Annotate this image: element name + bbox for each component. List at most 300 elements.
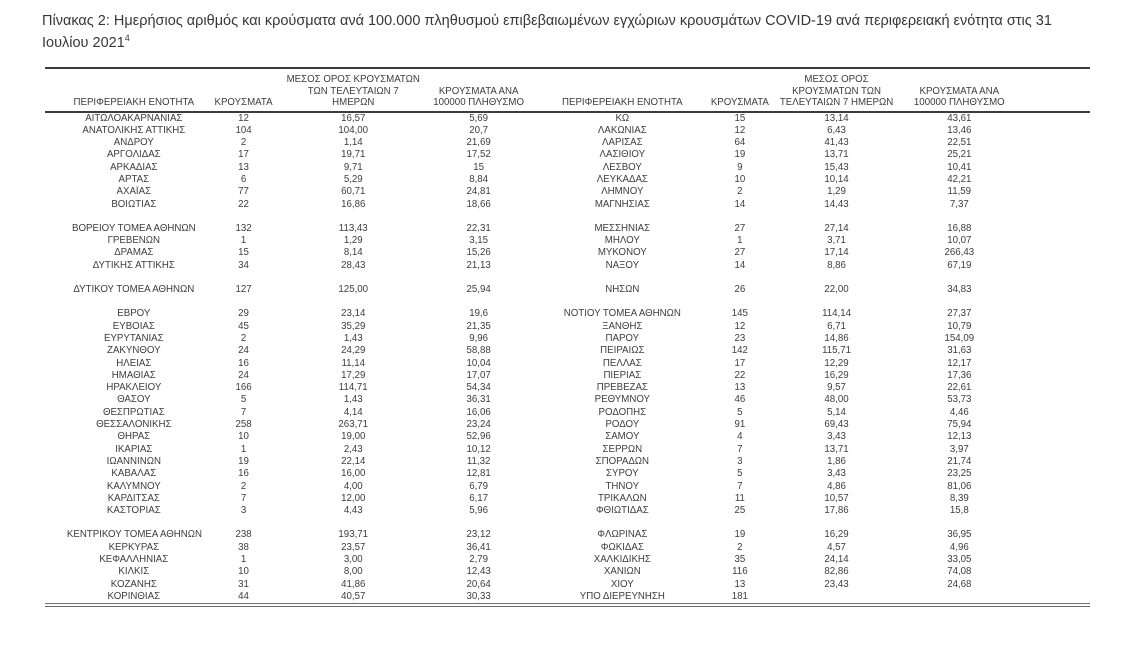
cases-value: 19 xyxy=(734,529,746,541)
avg7-value: 4,43 xyxy=(343,505,363,517)
region-name: ΜΥΚΟΝΟΥ xyxy=(597,247,647,259)
per100k-value: 54,34 xyxy=(466,382,491,394)
per100k-value: 67,19 xyxy=(947,259,972,271)
cases-value: 11 xyxy=(734,492,745,504)
avg7-value: 8,14 xyxy=(343,247,363,259)
left-pad-cell xyxy=(45,199,66,211)
cases-value: 64 xyxy=(734,137,746,149)
region-name: ΘΑΣΟΥ xyxy=(117,394,151,406)
cases-value: 12 xyxy=(734,124,746,136)
region-name: ΣΑΜΟΥ xyxy=(605,431,640,443)
right-pad-cell xyxy=(1017,419,1090,431)
per100k-value: 4,46 xyxy=(949,406,969,418)
per100k-value: 12,43 xyxy=(466,566,491,578)
right-pad-cell xyxy=(1017,223,1090,235)
table-row xyxy=(45,247,1090,259)
right-pad-cell xyxy=(1017,125,1090,137)
region-name: ΒΟΡΕΙΟΥ ΤΟΜΕΑ ΑΘΗΝΩΝ xyxy=(72,222,196,234)
avg7-value: 17,14 xyxy=(824,247,849,259)
cases-value: 7 xyxy=(240,406,247,418)
cases-value: 166 xyxy=(235,382,252,394)
cases-value: 5 xyxy=(737,406,743,418)
per100k-value: 10,12 xyxy=(466,443,491,455)
cases-value: 14 xyxy=(734,198,746,210)
table-row xyxy=(45,199,1090,211)
region-name: ΕΥΒΟΙΑΣ xyxy=(112,320,155,332)
avg7-value: 69,43 xyxy=(824,419,849,431)
table-row xyxy=(45,431,1090,443)
per100k-value: 22,51 xyxy=(947,137,972,149)
region-name: ΓΡΕΒΕΝΩΝ xyxy=(107,235,161,247)
avg7-value: 3,43 xyxy=(827,431,846,443)
cases-value: 10 xyxy=(238,431,249,443)
per100k-value: 25,94 xyxy=(466,284,491,296)
table-row xyxy=(45,284,1090,296)
left-pad-cell xyxy=(45,149,66,161)
per100k-value: 6,17 xyxy=(469,492,489,504)
right-pad-cell xyxy=(1017,394,1090,406)
per100k-value: 42,21 xyxy=(947,173,972,185)
per100k-value: 24,68 xyxy=(947,578,972,590)
cases-value: 22 xyxy=(734,369,746,381)
table-row xyxy=(45,468,1090,480)
right-pad-cell xyxy=(1017,308,1090,320)
per100k-value: 23,24 xyxy=(466,419,491,431)
per100k-value: 23,25 xyxy=(947,468,972,480)
table-row xyxy=(45,554,1090,566)
cases-value: 44 xyxy=(238,590,249,602)
cases-value: 1 xyxy=(737,235,743,247)
region-name: ΑΡΤΑΣ xyxy=(118,173,150,185)
left-pad-cell xyxy=(45,542,66,554)
per100k-value: 11,59 xyxy=(947,186,972,198)
region-name: ΜΑΓΝΗΣΙΑΣ xyxy=(594,198,650,210)
cases-value: 77 xyxy=(238,186,249,198)
region-name: ΞΑΝΘΗΣ xyxy=(602,320,643,332)
cases-value: 3 xyxy=(240,505,247,517)
cases-value: 9 xyxy=(737,161,743,173)
avg7-value: 4,86 xyxy=(827,480,846,492)
table-row xyxy=(45,529,1090,541)
cases-value: 127 xyxy=(235,284,252,296)
region-name: ΑΡΓΟΛΙΔΑΣ xyxy=(106,149,161,161)
cases-value: 16 xyxy=(238,357,249,369)
header-avg7-left: ΜΕΣΟΣ ΟΡΟΣ ΚΡΟΥΣΜΑΤΩΝ ΤΩΝ ΤΕΛΕΥΤΑΙΩΝ 7 ΗΜΕΡΩΝ xyxy=(285,68,421,112)
cases-value: 13 xyxy=(734,382,746,394)
per100k-value: 15 xyxy=(473,161,485,173)
per100k-value: 11,32 xyxy=(466,455,491,467)
cases-value: 145 xyxy=(731,308,748,320)
avg7-value: 3,00 xyxy=(343,554,363,565)
per100k-value: 5,69 xyxy=(469,112,489,124)
per100k-value: 21,35 xyxy=(466,320,491,332)
per100k-value: 27,37 xyxy=(947,308,972,320)
right-pad-cell xyxy=(1017,579,1090,591)
right-pad-cell xyxy=(1017,333,1090,345)
cases-value: 2 xyxy=(737,186,743,198)
table-row xyxy=(45,579,1090,591)
avg7-value: 14,86 xyxy=(824,332,849,344)
avg7-value: 114,71 xyxy=(338,382,368,394)
table-row xyxy=(45,260,1090,272)
region-name: ΛΕΥΚΑΔΑΣ xyxy=(596,173,648,185)
right-pad-cell xyxy=(1017,505,1090,517)
per100k-value: 12,13 xyxy=(947,431,972,443)
cases-value: 14 xyxy=(734,259,746,271)
left-pad-cell xyxy=(45,321,66,333)
region-name: ΘΕΣΣΑΛΟΝΙΚΗΣ xyxy=(96,419,172,431)
table-row xyxy=(45,333,1090,345)
region-name: ΘΗΡΑΣ xyxy=(117,431,151,443)
left-pad-cell xyxy=(45,247,66,259)
avg7-value: 41,43 xyxy=(824,137,849,149)
avg7-value: 24,29 xyxy=(341,345,366,357)
right-pad-cell xyxy=(1017,444,1090,456)
per100k-value: 23,12 xyxy=(466,529,491,541)
avg7-value: 125,00 xyxy=(338,284,369,296)
cases-value: 17 xyxy=(238,149,249,161)
per100k-value: 18,66 xyxy=(466,198,491,210)
region-name: ΚΩ xyxy=(615,112,630,124)
page-title xyxy=(42,10,1052,54)
table-row xyxy=(45,566,1090,578)
avg7-value: 60,71 xyxy=(341,186,366,198)
avg7-value: 4,00 xyxy=(343,480,363,492)
per100k-value: 34,83 xyxy=(947,284,972,296)
avg7-value: 114,14 xyxy=(822,308,851,320)
avg7-value: 4,14 xyxy=(343,406,363,418)
region-name: ΖΑΚΥΝΘΟΥ xyxy=(107,345,161,357)
right-pad-cell xyxy=(1017,456,1090,468)
right-pad-cell xyxy=(1017,493,1090,505)
avg7-value: 15,43 xyxy=(824,161,849,173)
cases-value: 22 xyxy=(238,198,249,210)
region-name: ΗΜΑΘΙΑΣ xyxy=(111,369,156,381)
region-name: ΑΙΤΩΛΟΑΚΑΡΝΑΝΙΑΣ xyxy=(85,112,183,124)
avg7-value: 13,14 xyxy=(824,112,849,124)
left-pad-cell xyxy=(45,444,66,456)
cases-value: 46 xyxy=(734,394,746,406)
per100k-value: 266,43 xyxy=(944,247,975,259)
avg7-value: 6,43 xyxy=(827,124,846,136)
avg7-value: 19,71 xyxy=(341,149,366,161)
avg7-value: 24,14 xyxy=(824,554,849,565)
cases-value: 31 xyxy=(238,578,249,590)
avg7-value: 10,57 xyxy=(824,492,849,504)
cases-value: 19 xyxy=(238,455,249,467)
cases-value: 26 xyxy=(734,284,746,296)
avg7-value: 41,86 xyxy=(341,578,366,590)
cases-value: 45 xyxy=(238,320,249,332)
cases-value: 16 xyxy=(238,468,249,480)
region-name: ΚΕΝΤΡΙΚΟΥ ΤΟΜΕΑ ΑΘΗΝΩΝ xyxy=(66,529,202,541)
cases-value: 23 xyxy=(734,332,746,344)
cases-value: 104 xyxy=(235,124,252,136)
avg7-value: 263,71 xyxy=(338,419,369,431)
per100k-value: 19,6 xyxy=(469,308,489,320)
right-pad-cell xyxy=(1017,174,1090,186)
left-pad-cell xyxy=(45,456,66,468)
table-row xyxy=(45,174,1090,186)
table-row xyxy=(45,308,1090,320)
per100k-value: 58,88 xyxy=(466,345,491,357)
region-name: ΝΑΞΟΥ xyxy=(605,259,640,271)
left-pad-cell xyxy=(45,345,66,357)
cases-value: 19 xyxy=(734,149,746,161)
left-pad-cell xyxy=(45,431,66,443)
header-cases-right: ΚΡΟΥΣΜΑΤΑ xyxy=(709,68,772,112)
cases-value: 4 xyxy=(737,431,743,443)
region-name: ΧΑΝΙΩΝ xyxy=(603,566,641,578)
table-row xyxy=(45,162,1090,174)
region-name: ΡΟΔΟΠΗΣ xyxy=(598,406,647,418)
region-name: ΚΑΣΤΟΡΙΑΣ xyxy=(106,505,161,517)
table-row xyxy=(45,382,1090,394)
cases-value: 1 xyxy=(240,554,247,565)
right-pad-cell xyxy=(1017,321,1090,333)
per100k-value: 22,31 xyxy=(466,222,491,234)
cases-value: 1 xyxy=(240,235,247,247)
region-name: ΛΑΣΙΘΙΟΥ xyxy=(599,149,646,161)
cases-value: 24 xyxy=(238,369,249,381)
right-pad-cell xyxy=(1017,284,1090,296)
spacer-cell xyxy=(45,211,1090,223)
region-name: ΦΩΚΙΔΑΣ xyxy=(600,541,644,553)
region-name: ΠΕΙΡΑΙΩΣ xyxy=(600,345,645,357)
avg7-value: 1,86 xyxy=(827,455,846,467)
header-per100k-left: ΚΡΟΥΣΜΑΤΑ ΑΝΑ 100000 ΠΛΗΘΥΣΜΟ xyxy=(421,68,536,112)
left-pad-cell xyxy=(45,174,66,186)
right-pad-cell xyxy=(1017,382,1090,394)
region-name: ΛΑΚΩΝΙΑΣ xyxy=(597,124,647,136)
covid-table-container xyxy=(45,67,1090,607)
cases-value: 2 xyxy=(240,332,247,344)
per100k-value: 43,61 xyxy=(947,112,972,124)
left-pad-cell xyxy=(45,137,66,149)
left-pad-cell xyxy=(45,260,66,272)
region-name: ΙΩΑΝΝΙΝΩΝ xyxy=(106,455,161,467)
region-name: ΝΟΤΙΟΥ ΤΟΜΕΑ ΑΘΗΝΩΝ xyxy=(563,308,681,320)
left-pad-cell xyxy=(45,493,66,505)
right-pad-cell xyxy=(1017,542,1090,554)
avg7-value: 6,71 xyxy=(827,320,846,332)
per100k-value: 12,81 xyxy=(466,468,491,480)
region-name: ΧΑΛΚΙΔΙΚΗΣ xyxy=(593,554,651,565)
right-pad-cell xyxy=(1017,468,1090,480)
region-name: ΚΟΡΙΝΘΙΑΣ xyxy=(107,590,161,602)
per100k-value: 36,41 xyxy=(466,541,491,553)
cases-value: 29 xyxy=(238,308,249,320)
per100k-value: 10,04 xyxy=(466,357,491,369)
per100k-value: 53,73 xyxy=(947,394,972,406)
per100k-value: 25,21 xyxy=(947,149,972,161)
cases-value: 5 xyxy=(737,468,743,480)
per100k-value: 5,96 xyxy=(469,505,489,517)
per100k-value: 10,07 xyxy=(947,235,972,247)
table-row xyxy=(45,235,1090,247)
avg7-value: 5,14 xyxy=(827,406,846,418)
avg7-value: 23,57 xyxy=(341,541,366,553)
cases-value: 7 xyxy=(737,443,743,455)
per100k-value: 24,81 xyxy=(466,186,491,198)
cases-value: 17 xyxy=(734,357,746,369)
avg7-value: 1,43 xyxy=(343,332,363,344)
avg7-value: 12,00 xyxy=(341,492,366,504)
region-name: ΣΠΟΡΑΔΩΝ xyxy=(595,455,650,467)
header-region-right: ΠΕΡΙΦΕΡΕΙΑΚΗ ΕΝΟΤΗΤΑ xyxy=(536,68,708,112)
right-pad-cell xyxy=(1017,235,1090,247)
per100k-value: 21,74 xyxy=(947,455,972,467)
per100k-value: 74,08 xyxy=(947,566,972,578)
per100k-value: 3,15 xyxy=(469,235,489,247)
cases-value: 1 xyxy=(240,443,247,455)
table-body xyxy=(45,112,1090,606)
avg7-value: 115,71 xyxy=(822,345,851,357)
per100k-value: 75,94 xyxy=(947,419,972,431)
cases-value: 258 xyxy=(235,419,252,431)
per100k-value: 36,31 xyxy=(466,394,491,406)
region-name: ΗΛΕΙΑΣ xyxy=(116,357,152,369)
cases-value: 10 xyxy=(734,173,746,185)
per100k-value: 33,05 xyxy=(947,554,972,565)
table-row xyxy=(45,112,1090,125)
cases-value: 13 xyxy=(734,578,746,590)
avg7-value: 16,29 xyxy=(824,369,849,381)
spacer-cell xyxy=(45,272,1090,284)
region-name: ΙΚΑΡΙΑΣ xyxy=(115,443,153,455)
table-row xyxy=(45,481,1090,493)
right-pad-cell xyxy=(1017,149,1090,161)
avg7-value: 16,00 xyxy=(341,468,366,480)
table-row xyxy=(45,149,1090,161)
region-name: ΚΟΖΑΝΗΣ xyxy=(110,578,157,590)
cases-value: 34 xyxy=(238,259,249,271)
region-name: ΑΧΑΪΑΣ xyxy=(116,186,152,198)
table-row xyxy=(45,321,1090,333)
right-pad-cell xyxy=(1017,137,1090,149)
avg7-value: 22,14 xyxy=(341,455,366,467)
avg7-value: 23,43 xyxy=(824,578,849,590)
cases-value: 116 xyxy=(732,566,748,578)
avg7-value: 35,29 xyxy=(341,320,366,332)
avg7-value: 40,57 xyxy=(341,590,366,602)
cases-value: 7 xyxy=(240,492,247,504)
region-name: ΚΕΦΑΛΛΗΝΙΑΣ xyxy=(99,554,169,565)
avg7-value: 3,43 xyxy=(827,468,846,480)
table-row xyxy=(45,358,1090,370)
left-pad-cell xyxy=(45,358,66,370)
cases-value: 15 xyxy=(238,247,249,259)
left-pad-cell xyxy=(45,579,66,591)
per100k-value: 15,26 xyxy=(466,247,491,259)
spacer-cell xyxy=(45,517,1090,529)
region-name: ΑΝΔΡΟΥ xyxy=(113,137,154,149)
right-pad-cell xyxy=(1017,199,1090,211)
spacer-cell xyxy=(45,296,1090,308)
avg7-value: 1,43 xyxy=(343,394,363,406)
left-pad-cell xyxy=(45,112,66,125)
cases-value: 35 xyxy=(734,554,746,565)
left-pad-cell xyxy=(45,394,66,406)
avg7-value: 16,29 xyxy=(824,529,849,541)
header-per100k-right: ΚΡΟΥΣΜΑΤΑ ΑΝΑ 100000 ΠΛΗΘΥΣΜΟ xyxy=(902,68,1017,112)
header-region-left: ΠΕΡΙΦΕΡΕΙΑΚΗ ΕΝΟΤΗΤΑ xyxy=(66,68,202,112)
per100k-value: 16,88 xyxy=(947,222,972,234)
table-caption: Πίνακας 2: Ημερήσιος αριθμός και κρούσματα ανά 100.000 πληθυσμού επιβεβαιωμένων εγχώριων κρουσμάτων COVID-19 ανά περιφερειακή ενότητα στις 31 Ιουλίου 2021 xyxy=(42,13,1052,51)
cases-value: 13 xyxy=(238,161,249,173)
per100k-value: 81,06 xyxy=(947,480,972,492)
avg7-value: 14,43 xyxy=(824,198,849,210)
per100k-value: 10,41 xyxy=(947,161,972,173)
avg7-value: 104,00 xyxy=(338,124,369,136)
per100k-value: 52,96 xyxy=(466,431,491,443)
per100k-value: 2,79 xyxy=(469,554,489,565)
right-pad-cell xyxy=(1017,481,1090,493)
avg7-value: 8,86 xyxy=(827,259,846,271)
left-pad-cell xyxy=(45,235,66,247)
per100k-value: 154,09 xyxy=(944,332,975,344)
per100k-value: 4,96 xyxy=(949,541,969,553)
region-name: ΡΟΔΟΥ xyxy=(605,419,640,431)
region-name: ΛΑΡΙΣΑΣ xyxy=(602,137,643,149)
per100k-value: 21,69 xyxy=(466,137,491,149)
cases-value: 15 xyxy=(734,112,746,124)
table-row xyxy=(45,370,1090,382)
left-pad-cell xyxy=(45,223,66,235)
table-row xyxy=(45,591,1090,605)
left-pad-cell xyxy=(45,468,66,480)
region-name: ΧΙΟΥ xyxy=(610,578,634,590)
region-name: ΚΑΛΥΜΝΟΥ xyxy=(106,480,161,492)
per100k-value: 7,37 xyxy=(949,198,969,210)
region-name: ΛΗΜΝΟΥ xyxy=(601,186,644,198)
per100k-value xyxy=(902,591,1017,605)
region-name: ΠΡΕΒΕΖΑΣ xyxy=(596,382,648,394)
avg7-value: 3,71 xyxy=(827,235,846,247)
per100k-value: 36,95 xyxy=(947,529,972,541)
spacer-row xyxy=(45,296,1090,308)
region-name: ΠΙΕΡΙΑΣ xyxy=(603,369,642,381)
region-name: ΡΕΘΥΜΝΟΥ xyxy=(594,394,650,406)
region-name: ΝΗΣΩΝ xyxy=(605,284,640,296)
cases-value: 142 xyxy=(731,345,748,357)
left-pad-cell xyxy=(45,407,66,419)
per100k-value: 20,64 xyxy=(466,578,491,590)
avg7-value: 17,86 xyxy=(824,505,849,517)
table-header xyxy=(45,68,1090,112)
left-pad-cell xyxy=(45,125,66,137)
left-pad-cell xyxy=(45,505,66,517)
avg7-value: 12,29 xyxy=(824,357,849,369)
cases-value: 27 xyxy=(734,222,746,234)
region-name: ΠΑΡΟΥ xyxy=(605,332,640,344)
left-pad-cell xyxy=(45,419,66,431)
left-pad-cell xyxy=(45,186,66,198)
avg7-value: 16,57 xyxy=(341,112,366,124)
per100k-value: 6,79 xyxy=(469,480,489,492)
avg7-value: 82,86 xyxy=(824,566,849,578)
avg7-value: 8,00 xyxy=(343,566,363,578)
avg7-value: 2,43 xyxy=(343,443,363,455)
avg7-value: 23,14 xyxy=(341,308,366,320)
left-pad-cell xyxy=(45,566,66,578)
region-name: ΕΥΡΥΤΑΝΙΑΣ xyxy=(103,332,164,344)
spacer-row xyxy=(45,211,1090,223)
cases-value: 2 xyxy=(240,137,247,149)
left-pad-cell xyxy=(45,284,66,296)
cases-value: 238 xyxy=(235,529,252,541)
region-name: ΕΒΡΟΥ xyxy=(117,308,151,320)
